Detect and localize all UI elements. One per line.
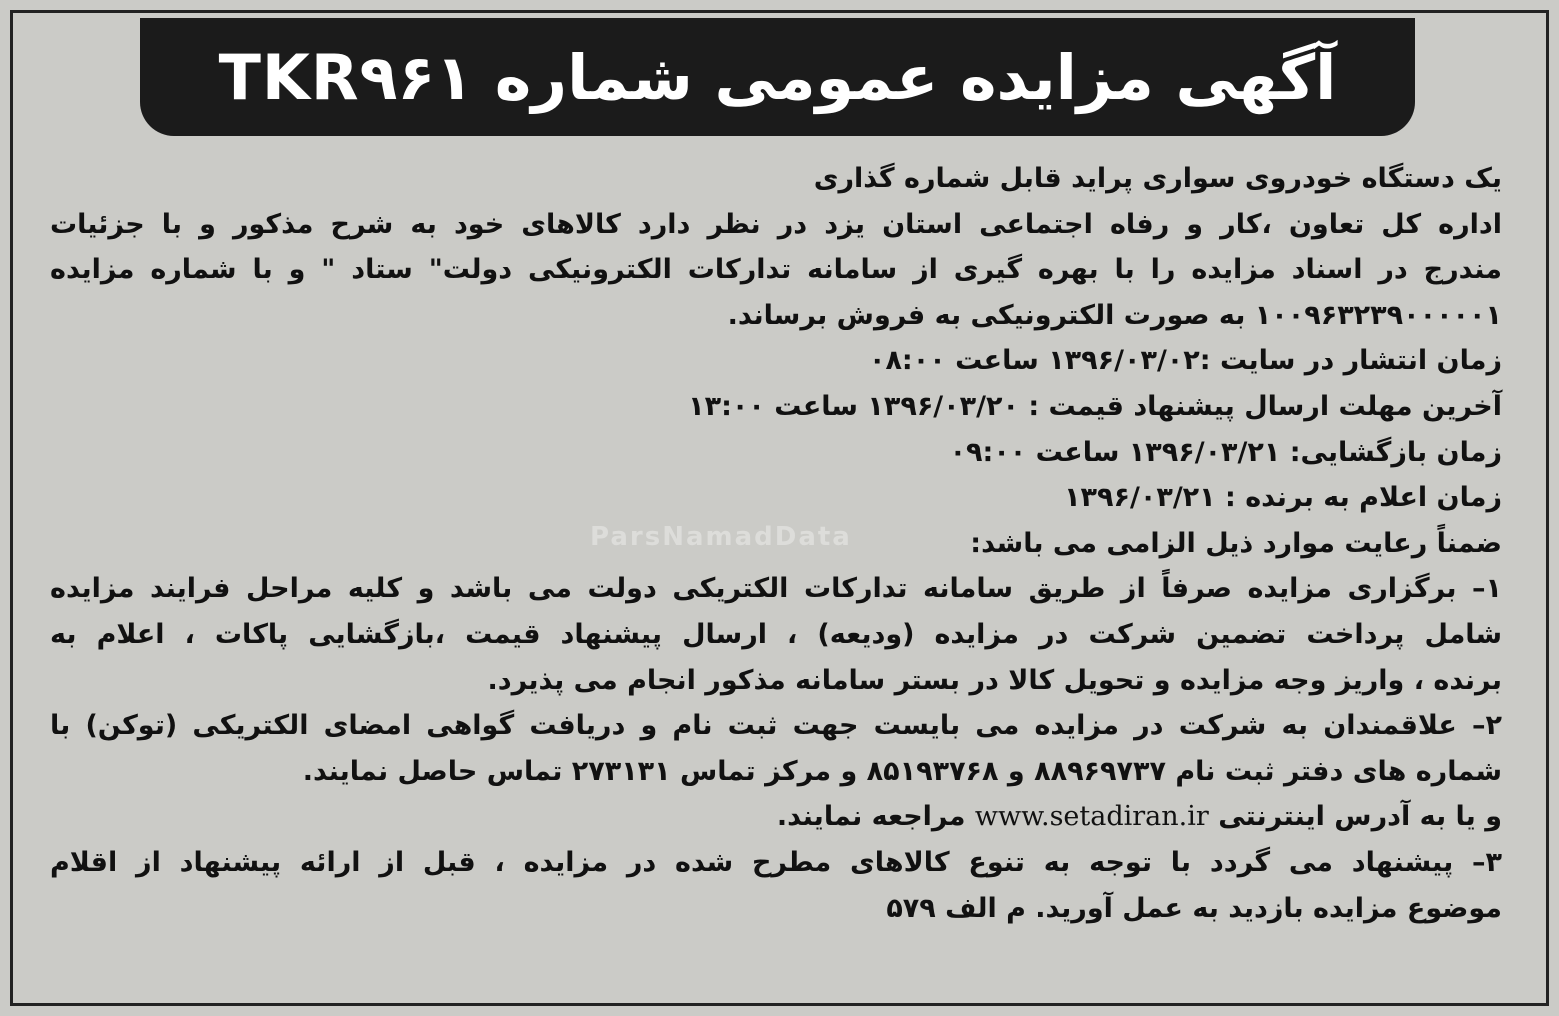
setad-website-link[interactable]: www.setadiran.ir <box>974 801 1209 833</box>
publish-time: زمان انتشار در سایت :۱۳۹۶/۰۳/۰۲ ساعت ۰۸:۰۰ <box>868 345 1502 377</box>
notes-heading: ضمناً رعایت موارد ذیل الزامی می باشد: <box>970 527 1502 559</box>
note-item-3: ۳– پیشنهاد می گردد با توجه به تنوع کالاهای مطرح شده در مزایده ، قبل از ارائه پیشنهاد از اقلام <box>50 846 1502 878</box>
opening-time: زمان بازگشایی: ۱۳۹۶/۰۳/۲۱ ساعت ۰۹:۰۰ <box>949 436 1502 468</box>
note-item-1: شامل پرداخت تضمین شرکت در مزایده (ودیعه) ، ارسال پیشنهاد قیمت ،بازگشایی پاکات ، اعلام به <box>50 618 1502 650</box>
bid-deadline: آخرین مهلت ارسال پیشنهاد قیمت : ۱۳۹۶/۰۳/۲۰ ساعت ۱۳:۰۰ <box>688 390 1502 422</box>
address-suffix: مراجعه نمایند. <box>776 801 966 833</box>
notice-subtitle: یک دستگاه خودروی سواری پراید قابل شماره گذاری <box>813 163 1502 194</box>
notice-header <box>140 18 1415 136</box>
intro-line: ۱۰۰۹۶۳۲۳۹۰۰۰۰۰۱ به صورت الکترونیکی به فروش برساند. <box>727 299 1502 331</box>
watermark-text: ParsNamadData <box>590 522 852 552</box>
intro-line: مندرج در اسناد مزایده را با بهره گیری از سامانه تدارکات الکترونیکی دولت" ستاد " و با شماره مزایده <box>50 254 1502 286</box>
winner-announce-time: زمان اعلام به برنده : ۱۳۹۶/۰۳/۲۱ <box>1064 482 1502 514</box>
note-item-1: برنده ، واریز وجه مزایده و تحویل کالا در بستر سامانه مذکور انجام می پذیرد. <box>487 664 1502 696</box>
note-item-2-address <box>50 794 1502 840</box>
notice-body <box>50 156 1502 931</box>
note-item-2: شماره های دفتر ثبت نام ۸۸۹۶۹۷۳۷ و ۸۵۱۹۳۷۶۸ و مرکز تماس ۲۷۳۱۳۱ تماس حاصل نمایند. <box>302 755 1502 787</box>
intro-line: اداره کل تعاون ،کار و رفاه اجتماعی استان یزد در نظر دارد کالاهای خود به شرح مذکور و با جزئیات <box>50 208 1502 240</box>
note-item-1: ۱– برگزاری مزایده صرفاً از طریق سامانه تدارکات الکتریکی دولت می باشد و کلیه مراحل فرایند مزایده <box>50 573 1502 605</box>
notice-title: آگهی مزایده عمومی شماره TKR۹۶۱ <box>218 40 1337 114</box>
note-item-2: ۲– علاقمندان به شرکت در مزایده می بایست جهت ثبت نام و دریافت گواهی امضای الکتریکی (توکن) با <box>50 710 1502 742</box>
note-item-3: موضوع مزایده بازدید به عمل آورید. م الف ۵۷۹ <box>886 892 1502 924</box>
address-prefix: و یا به آدرس اینترنتی <box>1218 801 1502 833</box>
